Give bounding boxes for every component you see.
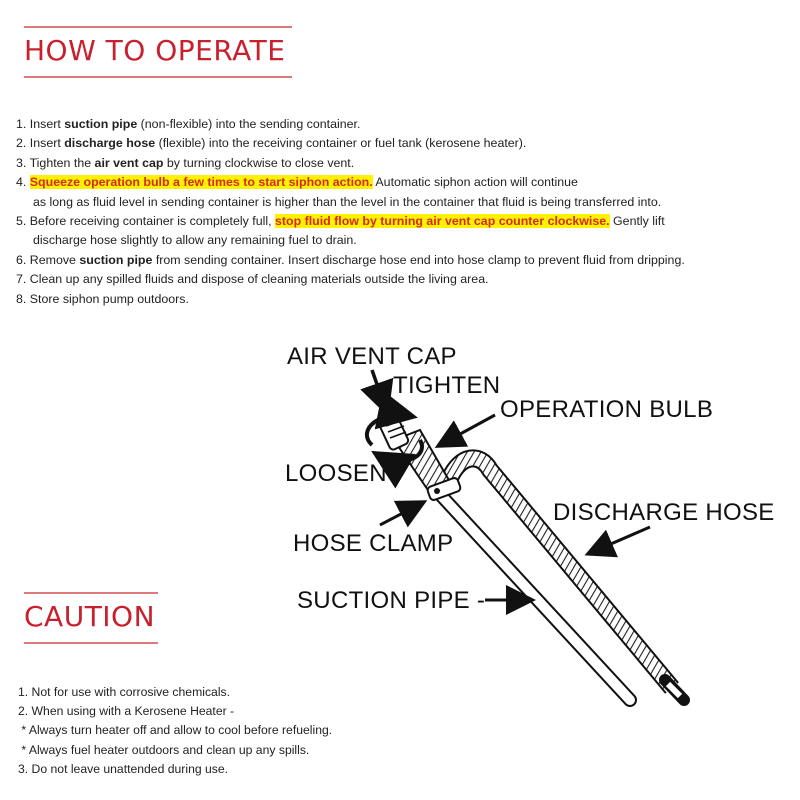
step-8: 8. Store siphon pump outdoors. (16, 291, 189, 306)
discharge-hose-shape (450, 458, 684, 700)
hose-clamp-arrow (380, 503, 422, 525)
operation-bulb-shape (394, 430, 450, 496)
operation-steps-list (16, 115, 796, 309)
caution-item: * Always fuel heater outdoors and clean up any spills. (18, 742, 310, 757)
hose-clamp-shape (427, 477, 462, 501)
step-6: 6. Remove suction pipe from sending container. Insert discharge hose end into hose clamp to prevent fluid from dripping. (16, 252, 685, 267)
label-air-vent-cap: AIR VENT CAP (287, 343, 457, 370)
caution-rule-bottom (24, 642, 158, 644)
air-vent-cap-shape (379, 415, 410, 451)
step-5: 5. Before receiving container is completely full, stop fluid flow by turning air vent cap counter clockwise. Gently lift (16, 214, 665, 229)
step-1: 1. Insert suction pipe (non-flexible) into the sending container. (16, 117, 361, 131)
label-discharge-hose: DISCHARGE HOSE (553, 499, 775, 526)
discharge-hose-arrow (590, 527, 650, 553)
rotation-arrows-icon (367, 415, 422, 461)
label-loosen: LOOSEN (285, 460, 387, 487)
caution-title: CAUTION (24, 600, 156, 633)
label-hose-clamp: HOSE CLAMP (293, 530, 454, 557)
title-rule-top (24, 26, 292, 28)
caution-item: * Always turn heater off and allow to cool before refueling. (18, 723, 333, 738)
caution-item: 3. Do not leave unattended during use. (18, 761, 229, 776)
label-suction-pipe: SUCTION PIPE - (297, 587, 486, 614)
caution-item: 2. When using with a Kerosene Heater - (18, 704, 235, 719)
caution-rule-top (24, 592, 158, 594)
highlighted-instruction: stop fluid flow by turning air vent cap counter clockwise. (274, 214, 610, 229)
how-to-operate-title: HOW TO OPERATE (24, 34, 286, 67)
operation-bulb-arrow (440, 415, 495, 445)
caution-list (18, 683, 332, 779)
step-2: 2. Insert discharge hose (flexible) into the receiving container or fuel tank (kerosene heater). (16, 136, 527, 151)
title-rule-bottom (24, 76, 292, 78)
label-operation-bulb: OPERATION BULB (500, 396, 714, 423)
step-4-continuation: as long as fluid level in sending container is higher than the level in the container that fluid is being transferred into. (33, 194, 662, 209)
highlighted-instruction: Squeeze operation bulb a few times to start siphon action. (29, 175, 373, 190)
caution-item: 1. Not for use with corrosive chemicals. (18, 685, 231, 699)
step-5-continuation: discharge hose slightly to allow any remaining fuel to drain. (33, 233, 357, 248)
step-4: 4. Squeeze operation bulb a few times to start siphon action. Automatic siphon action will continue (16, 175, 578, 190)
step-3: 3. Tighten the air vent cap by turning clockwise to close vent. (16, 155, 355, 170)
air-vent-cap-arrow (372, 370, 386, 410)
step-7: 7. Clean up any spilled fluids and dispose of cleaning materials outside the living area. (16, 272, 489, 287)
label-tighten: TIGHTEN (393, 372, 501, 399)
